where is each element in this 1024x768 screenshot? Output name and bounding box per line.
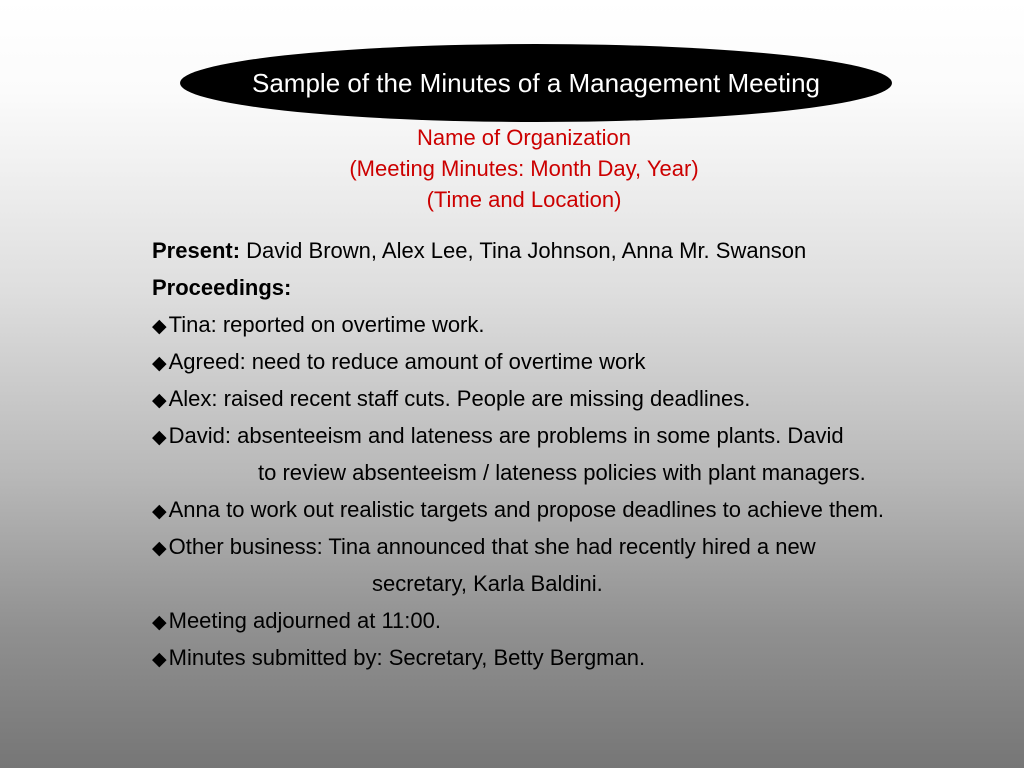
item-text: Other business: Tina announced that she had recently hired a new bbox=[168, 534, 816, 559]
item-text: Meeting adjourned at 11:00. bbox=[168, 608, 441, 633]
list-item bbox=[152, 602, 1016, 639]
list-item bbox=[152, 491, 1016, 528]
item-text: Anna to work out realistic targets and propose deadlines to achieve them. bbox=[168, 497, 885, 522]
diamond-bullet-icon: ◆ bbox=[152, 649, 167, 670]
list-item bbox=[152, 343, 1016, 380]
diamond-bullet-icon: ◆ bbox=[152, 390, 167, 411]
present-line bbox=[152, 232, 1016, 269]
diamond-bullet-icon: ◆ bbox=[152, 538, 167, 559]
diamond-bullet-icon: ◆ bbox=[152, 316, 167, 337]
meeting-date: (Meeting Minutes: Month Day, Year) bbox=[349, 156, 699, 181]
list-item bbox=[152, 639, 1016, 676]
item-text: Agreed: need to reduce amount of overtime work bbox=[168, 349, 646, 374]
list-item bbox=[152, 528, 1016, 565]
list-item bbox=[152, 306, 1016, 343]
diamond-bullet-icon: ◆ bbox=[152, 353, 167, 374]
diamond-bullet-icon: ◆ bbox=[152, 612, 167, 633]
list-item-continuation: to review absenteeism / lateness policies with plant managers. bbox=[258, 460, 866, 485]
organization-name: Name of Organization bbox=[417, 125, 631, 150]
item-text: Minutes submitted by: Secretary, Betty Bergman. bbox=[168, 645, 646, 670]
present-names: David Brown, Alex Lee, Tina Johnson, Anna Mr. Swanson bbox=[246, 238, 807, 263]
present-label: Present: bbox=[152, 238, 241, 263]
diamond-bullet-icon: ◆ bbox=[152, 427, 167, 448]
diamond-bullet-icon: ◆ bbox=[152, 501, 167, 522]
list-item-continuation: secretary, Karla Baldini. bbox=[372, 571, 603, 596]
time-and-location: (Time and Location) bbox=[426, 187, 622, 212]
item-text: Alex: raised recent staff cuts. People are missing deadlines. bbox=[168, 386, 751, 411]
item-text: David: absenteeism and lateness are problems in some plants. David bbox=[168, 423, 844, 448]
slide-title: Sample of the Minutes of a Management Meeting bbox=[252, 68, 820, 98]
proceedings-label: Proceedings: bbox=[152, 275, 292, 300]
meeting-header bbox=[0, 122, 1024, 215]
title-banner bbox=[180, 44, 892, 122]
list-item bbox=[152, 380, 1016, 417]
item-text: Tina: reported on overtime work. bbox=[168, 312, 485, 337]
minutes-body bbox=[152, 232, 1016, 676]
list-item bbox=[152, 417, 1016, 454]
